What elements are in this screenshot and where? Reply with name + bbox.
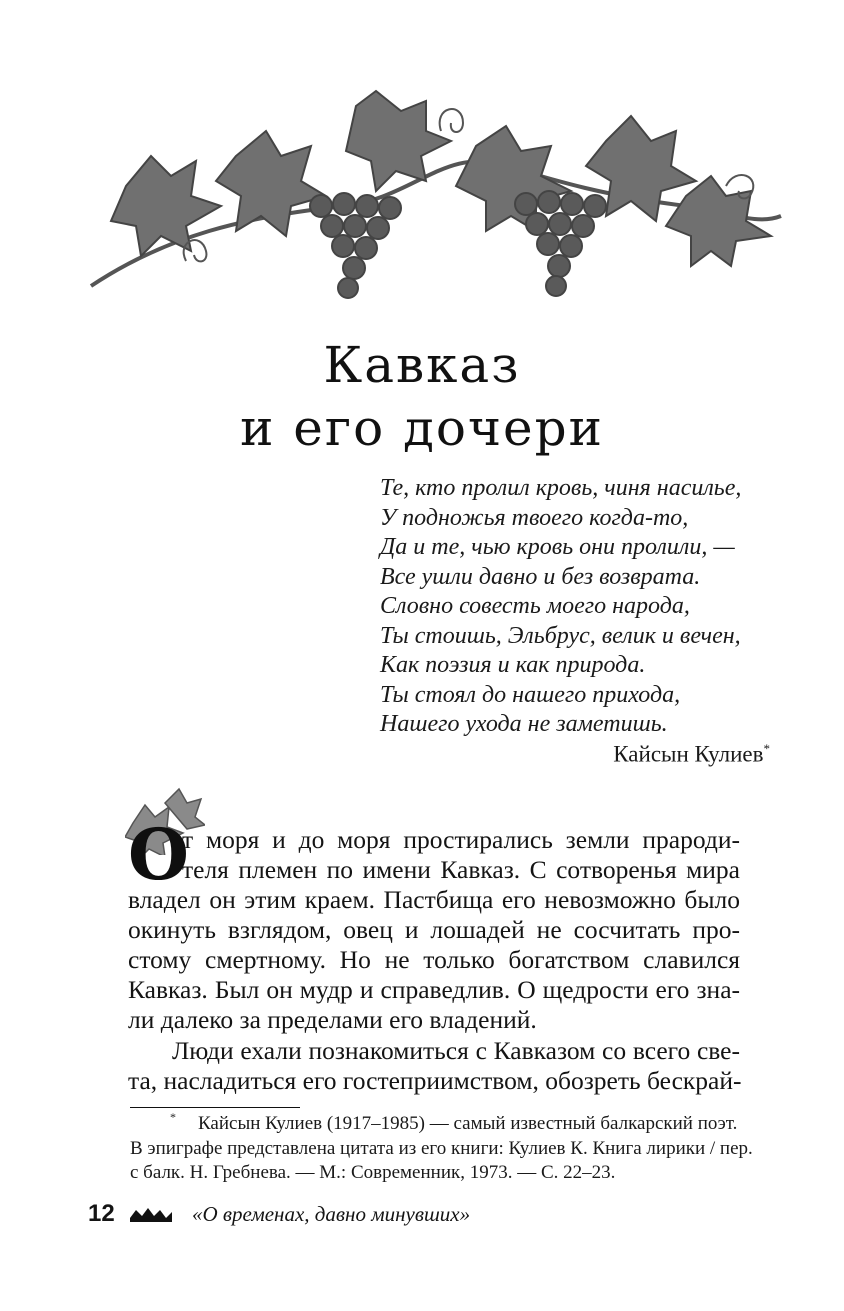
text-line: т моря и до моря простирались земли прароди- xyxy=(182,825,740,854)
drop-cap: О xyxy=(128,813,189,896)
footnote-line: с балк. Н. Гребнева. — М.: Современник, 1973. — С. 22–23. xyxy=(130,1162,616,1183)
epigraph-line: Ты стоял до нашего прихода, xyxy=(380,681,681,708)
epigraph xyxy=(380,474,770,740)
text-line: теля племен по имени Кавказ. С сотворенья мира xyxy=(182,855,740,884)
text-line: стому смертному. Но не только богатством славился xyxy=(128,945,740,974)
footnote-text: Кайсын Кулиев (1917–1985) — самый известный балкарский поэт. xyxy=(198,1113,738,1134)
page-footer xyxy=(88,1200,688,1232)
footnote-line: В эпиграфе представлена цитата из его книги: Кулиев К. Книга лирики / пер. xyxy=(130,1137,753,1159)
footnote-reference: * xyxy=(763,741,770,756)
epigraph-line: Те, кто пролил кровь, чиня насилье, xyxy=(380,475,742,501)
page-number: 12 xyxy=(88,1200,115,1227)
text-line: ли далеко за пределами его владений. xyxy=(128,1005,537,1034)
grapevine-ornament-icon xyxy=(86,86,786,308)
epigraph-line: Нашего ухода не заметишь. xyxy=(380,711,668,737)
epigraph-line: Да и те, чью кровь они пролили, — xyxy=(380,534,735,560)
text-line: окинуть взглядом, овец и лошадей не сосчитать про- xyxy=(128,915,740,944)
chapter-title-line1: Кавказ xyxy=(323,336,521,394)
epigraph-author xyxy=(613,741,770,768)
text-line: владел он этим краем. Пастбища его невозможно было xyxy=(128,885,740,914)
epigraph-line: Ты стоишь, Эльбрус, велик и вечен, xyxy=(380,622,741,649)
text-line: Кавказ. Был он мудр и справедлив. О щедрости его зна- xyxy=(128,975,740,1004)
running-title: «О временах, давно минувших» xyxy=(192,1202,471,1226)
footnote-mark: * xyxy=(170,1110,176,1124)
epigraph-line: У подножья твоего когда-то, xyxy=(380,504,689,531)
paragraph xyxy=(128,825,740,1035)
chapter-title-line2: и его дочери xyxy=(240,399,604,457)
footnote-divider xyxy=(130,1107,300,1108)
footer-ornament-icon xyxy=(128,1206,174,1224)
text-line: та, насладиться его гостеприимством, обозреть бескрай- xyxy=(128,1066,742,1095)
epigraph-line: Словно совесть моего народа, xyxy=(380,593,690,619)
epigraph-line: Как поэзия и как природа. xyxy=(380,652,646,678)
text-line: Люди ехали познакомиться с Кавказом со всего све- xyxy=(172,1036,740,1065)
paragraph xyxy=(128,1036,740,1096)
epigraph-line: Все ушли давно и без возврата. xyxy=(380,563,701,590)
author-name: Кайсын Кулиев xyxy=(613,741,764,767)
footnote xyxy=(130,1110,753,1186)
footnote-line xyxy=(130,1112,742,1137)
